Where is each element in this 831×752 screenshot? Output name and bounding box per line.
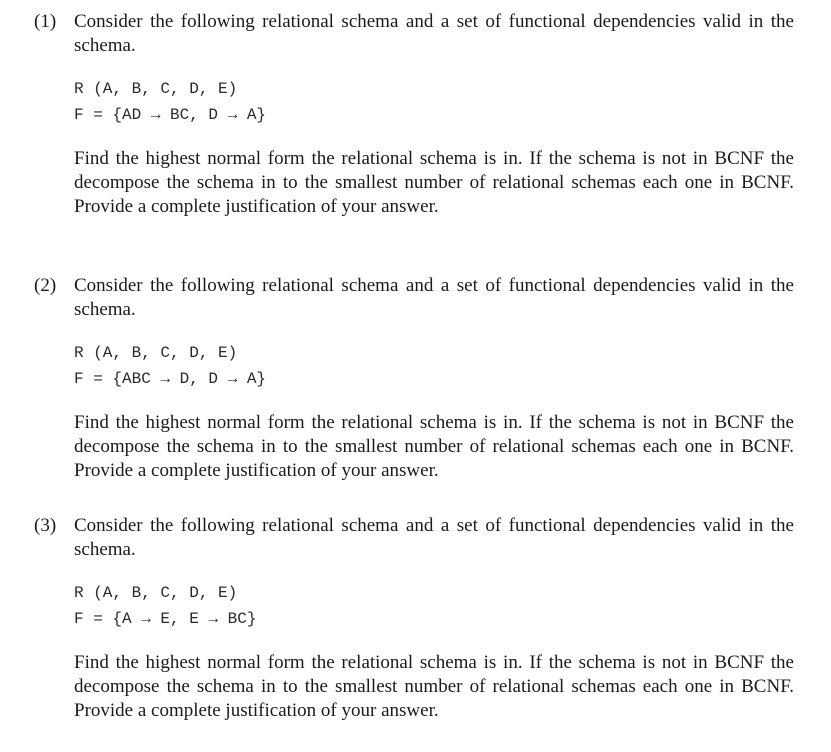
question-task: Find the highest normal form the relational schema is in. If the schema is not in BCNF the decompose the schema in to the smallest number of relational schemas each one in BCNF. Provide a complete justification of your answer. [74, 652, 794, 721]
relation-schema: R (A, B, C, D, E) [74, 80, 238, 98]
schema-block [34, 340, 794, 392]
question-intro-text: Consider the following relational schema and a set of functional dependencies valid in the schema. [74, 11, 794, 56]
question-intro-text: Consider the following relational schema and a set of functional dependencies valid in the schema. [74, 275, 794, 320]
question-intro [34, 514, 794, 562]
schema-block [34, 76, 794, 128]
question-task: Find the highest normal form the relational schema is in. If the schema is not in BCNF the decompose the schema in to the smallest number of relational schemas each one in BCNF. Provide a complete justification of your answer. [74, 412, 794, 481]
functional-dependencies: F = {AD → BC, D → A} [74, 106, 267, 124]
relation-schema: R (A, B, C, D, E) [74, 344, 238, 362]
question-1 [34, 10, 794, 219]
relation-schema: R (A, B, C, D, E) [74, 584, 238, 602]
question-number: (3) [34, 515, 57, 536]
schema-block [34, 580, 794, 632]
question-intro-text: Consider the following relational schema and a set of functional dependencies valid in the schema. [74, 515, 794, 560]
question-number: (2) [34, 275, 57, 296]
question-intro [34, 274, 794, 322]
question-intro [34, 10, 794, 58]
question-3 [34, 514, 794, 723]
question-task: Find the highest normal form the relational schema is in. If the schema is not in BCNF the decompose the schema in to the smallest number of relational schemas each one in BCNF. Provide a complete justification of your answer. [74, 148, 794, 217]
question-2 [34, 274, 794, 483]
functional-dependencies: F = {ABC → D, D → A} [74, 370, 267, 388]
functional-dependencies: F = {A → E, E → BC} [74, 610, 257, 628]
question-number: (1) [34, 11, 57, 32]
